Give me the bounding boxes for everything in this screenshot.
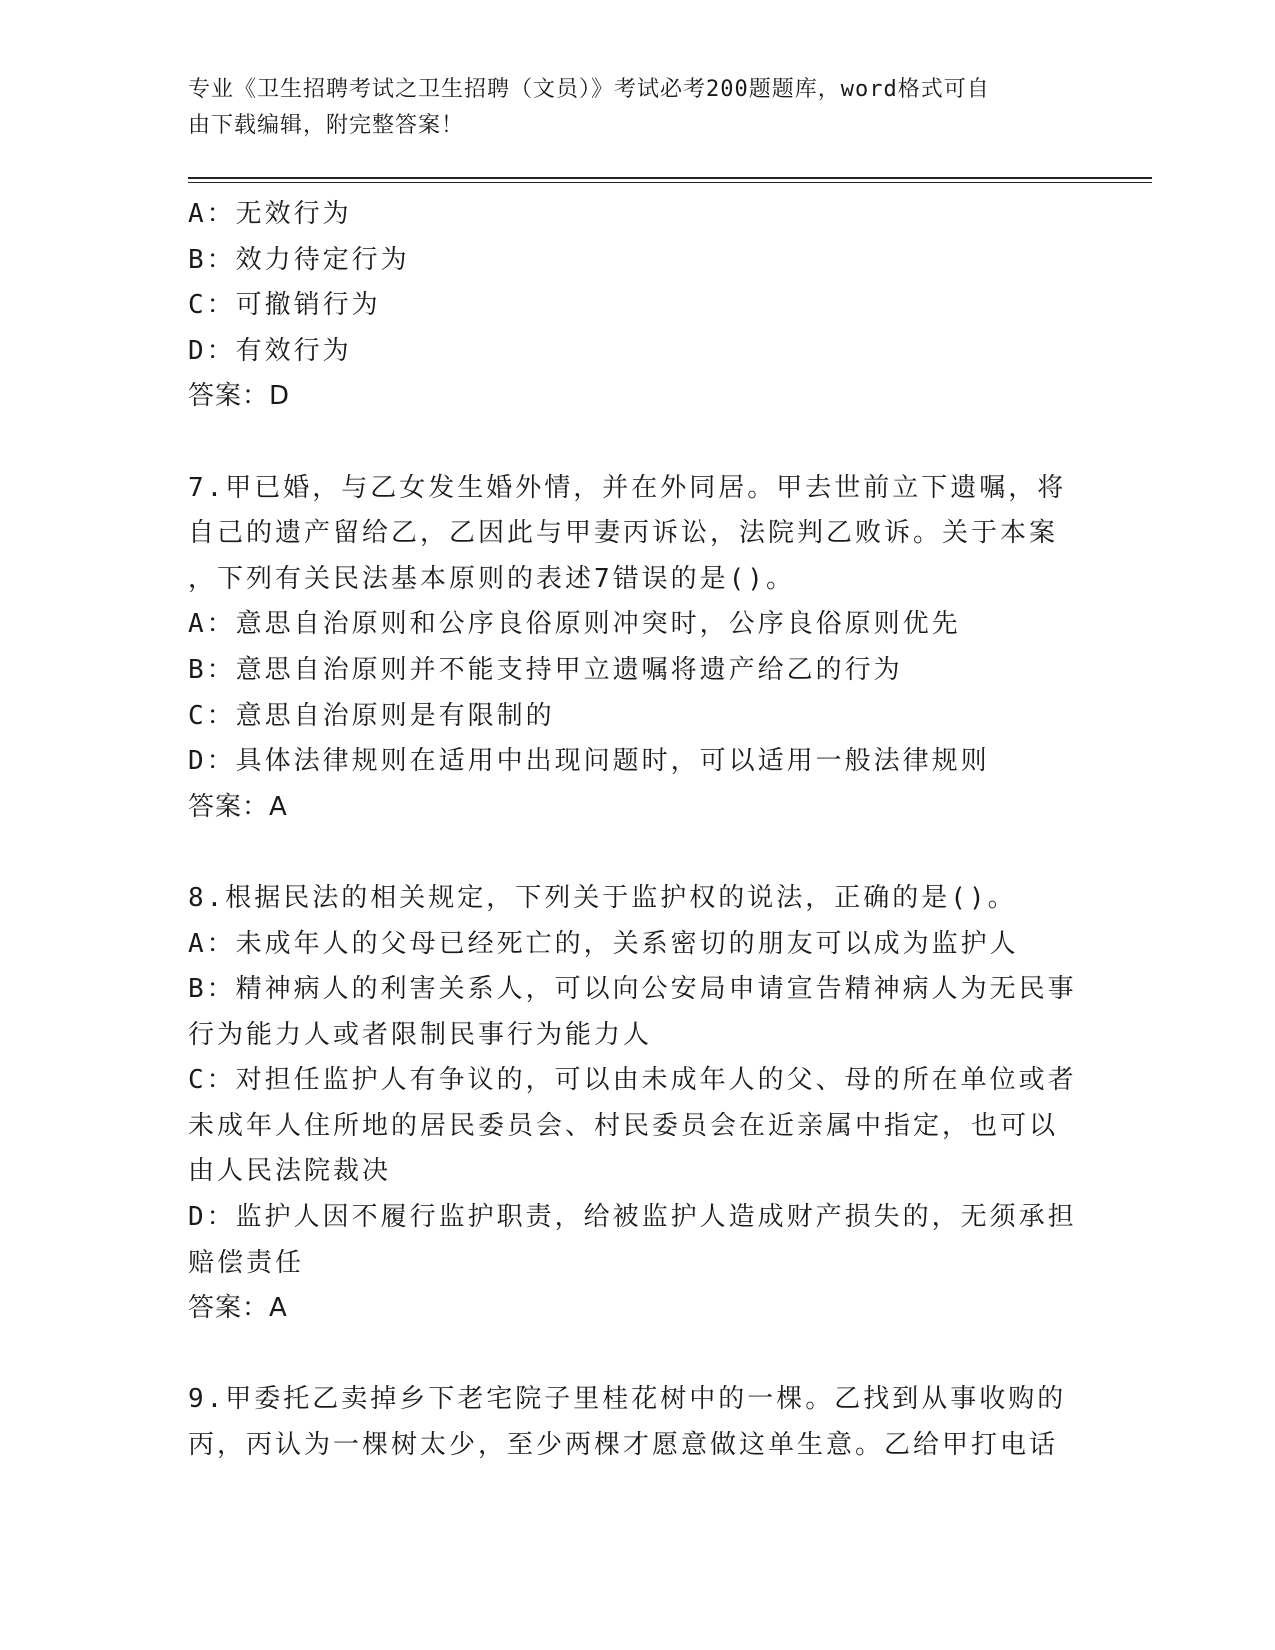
q8-option-d-line-1: D：监护人因不履行监护职责，给被监护人造成财产损失的，无须承担: [188, 1202, 1077, 1233]
q6-option-b: B：效力待定行为: [188, 244, 410, 275]
q7-option-d: D：具体法律规则在适用中出现问题时，可以适用一般法律规则: [188, 746, 990, 777]
q9-stem-line-1: 9.甲委托乙卖掉乡下老宅院子里桂花树中的一棵。乙找到从事收购的: [188, 1384, 1067, 1415]
q7-option-b: B：意思自治原则并不能支持甲立遗嘱将遗产给乙的行为: [188, 654, 903, 685]
spacer: [188, 1332, 1068, 1378]
q8-stem-line-1: 8.根据民法的相关规定，下列关于监护权的说法，正确的是()。: [188, 882, 1017, 913]
q6-option-a: A：无效行为: [188, 199, 352, 229]
q7-option-c: C：意思自治原则是有限制的: [188, 700, 555, 731]
q7-option-a: A：意思自治原则和公序良俗原则冲突时，公序良俗原则优先: [188, 609, 961, 640]
q8-option-b-line-1: B：精神病人的利害关系人，可以向公安局申请宣告精神病人为无民事: [188, 974, 1077, 1005]
q6-option-c: C：可撤销行为: [188, 290, 381, 321]
header-line-2: 由下载编辑，附完整答案！: [188, 113, 465, 138]
q7-answer: 答案：A: [188, 791, 288, 822]
question-8: [188, 876, 1077, 1332]
q6-answer: 答案：D: [188, 381, 291, 412]
header-rule-thick: [188, 177, 1152, 179]
q8-option-c-line-3: 由人民法院裁决: [188, 1156, 392, 1187]
q8-option-c-line-1: C：对担任监护人有争议的，可以由未成年人的父、母的所在单位或者: [188, 1065, 1077, 1096]
q8-option-c-line-2: 未成年人住所地的居民委员会、村民委员会在近亲属中指定，也可以: [188, 1110, 1059, 1141]
q7-stem-line-1: 7.甲已婚，与乙女发生婚外情，并在外同居。甲去世前立下遗嘱，将: [188, 472, 1067, 503]
question-content: [188, 192, 1077, 1469]
spacer: [188, 830, 1068, 876]
question-6: [188, 192, 1068, 420]
q7-stem-line-2: 自己的遗产留给乙，乙因此与甲妻丙诉讼，法院判乙败诉。关于本案: [188, 518, 1059, 549]
q8-answer: 答案：A: [188, 1293, 288, 1324]
spacer: [188, 420, 1068, 466]
q8-option-d-line-2: 赔偿责任: [188, 1247, 305, 1278]
header-rule-thin: [188, 182, 1152, 183]
question-7: [188, 466, 1068, 831]
q8-option-b-line-2: 行为能力人或者限制民事行为能力人: [188, 1019, 653, 1050]
header-line-1: 专业《卫生招聘考试之卫生招聘（文员）》考试必考200题题库，word格式可自: [188, 77, 990, 102]
q8-option-a: A：未成年人的父母已经死亡的，关系密切的朋友可以成为监护人: [188, 928, 1019, 959]
q7-stem-line-3: ，下列有关民法基本原则的表述7错误的是()。: [188, 563, 795, 594]
question-9: [188, 1377, 1068, 1468]
q6-option-d: D：有效行为: [188, 335, 352, 366]
document-header: [188, 72, 1068, 144]
q9-stem-line-2: 丙，丙认为一棵树太少，至少两棵才愿意做这单生意。乙给甲打电话: [188, 1430, 1059, 1461]
